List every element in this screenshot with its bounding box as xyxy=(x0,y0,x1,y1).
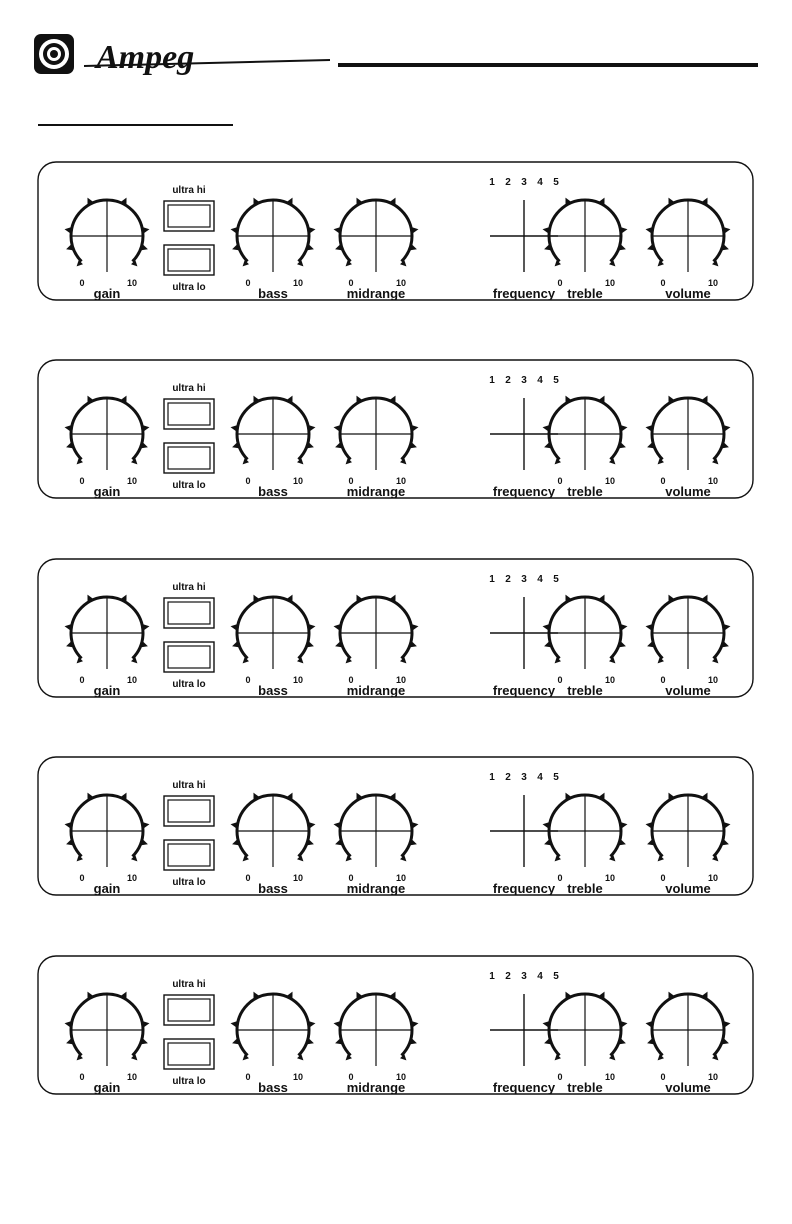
amp-control-panel xyxy=(37,161,754,301)
amp-control-panel xyxy=(37,955,754,1095)
ultra-hi-switch[interactable] xyxy=(164,201,214,231)
gain-max-label: 10 xyxy=(126,1072,138,1082)
ultra-hi-label: ultra hi xyxy=(172,979,206,990)
treble-min-label: 0 xyxy=(557,873,563,883)
volume-max-label: 10 xyxy=(707,278,719,288)
frequency-position-3: 3 xyxy=(521,772,527,783)
ultra-hi-label: ultra hi xyxy=(172,582,206,593)
midrange-max-label: 10 xyxy=(395,1072,407,1082)
bass-label: bass xyxy=(258,484,288,499)
page-header xyxy=(0,0,792,110)
volume-max-label: 10 xyxy=(707,476,719,486)
gain-min-label: 0 xyxy=(79,476,85,486)
treble-max-label: 10 xyxy=(604,1072,616,1082)
gain-min-label: 0 xyxy=(79,278,85,288)
gain-label: gain xyxy=(93,881,121,896)
frequency-position-4: 4 xyxy=(537,574,543,585)
treble-max-label: 10 xyxy=(604,675,616,685)
frequency-position-2: 2 xyxy=(505,177,511,188)
ultra-lo-label: ultra lo xyxy=(172,480,206,491)
midrange-min-label: 0 xyxy=(348,476,354,486)
midrange-max-label: 10 xyxy=(395,675,407,685)
frequency-position-3: 3 xyxy=(521,375,527,386)
gain-min-label: 0 xyxy=(79,873,85,883)
gain-max-label: 10 xyxy=(126,675,138,685)
amp-control-panel xyxy=(37,756,754,896)
bass-min-label: 0 xyxy=(245,873,251,883)
gain-label: gain xyxy=(93,1080,121,1095)
treble-min-label: 0 xyxy=(557,476,563,486)
treble-label: treble xyxy=(567,1080,603,1095)
bass-label: bass xyxy=(258,1080,288,1095)
ultra-hi-label: ultra hi xyxy=(172,185,206,196)
ultra-lo-label: ultra lo xyxy=(172,877,206,888)
frequency-position-1: 1 xyxy=(489,177,495,188)
volume-label: volume xyxy=(665,1080,711,1095)
midrange-max-label: 10 xyxy=(395,278,407,288)
midrange-min-label: 0 xyxy=(348,278,354,288)
midrange-min-label: 0 xyxy=(348,675,354,685)
frequency-position-1: 1 xyxy=(489,375,495,386)
ultra-hi-switch[interactable] xyxy=(164,995,214,1025)
bass-label: bass xyxy=(258,881,288,896)
gain-label: gain xyxy=(93,683,121,698)
volume-label: volume xyxy=(665,484,711,499)
ultra-lo-label: ultra lo xyxy=(172,282,206,293)
volume-max-label: 10 xyxy=(707,873,719,883)
volume-min-label: 0 xyxy=(660,1072,666,1082)
ultra-lo-label: ultra lo xyxy=(172,1076,206,1087)
treble-max-label: 10 xyxy=(604,476,616,486)
ultra-hi-label: ultra hi xyxy=(172,383,206,394)
gain-min-label: 0 xyxy=(79,675,85,685)
treble-min-label: 0 xyxy=(557,675,563,685)
bass-max-label: 10 xyxy=(292,675,304,685)
frequency-position-1: 1 xyxy=(489,971,495,982)
ultra-lo-switch[interactable] xyxy=(164,245,214,275)
gain-min-label: 0 xyxy=(79,1072,85,1082)
frequency-position-5: 5 xyxy=(553,574,559,585)
brand-name: Ampeg xyxy=(96,39,195,76)
amp-control-panel xyxy=(37,359,754,499)
volume-max-label: 10 xyxy=(707,1072,719,1082)
bass-label: bass xyxy=(258,683,288,698)
section-underline xyxy=(38,124,233,126)
midrange-min-label: 0 xyxy=(348,1072,354,1082)
frequency-position-3: 3 xyxy=(521,574,527,585)
ultra-lo-switch[interactable] xyxy=(164,642,214,672)
bass-min-label: 0 xyxy=(245,675,251,685)
gain-label: gain xyxy=(93,484,121,499)
midrange-label: midrange xyxy=(346,683,406,698)
ultra-lo-switch[interactable] xyxy=(164,443,214,473)
frequency-position-4: 4 xyxy=(537,971,543,982)
frequency-position-4: 4 xyxy=(537,772,543,783)
frequency-label: frequency xyxy=(492,683,556,698)
frequency-position-1: 1 xyxy=(489,772,495,783)
volume-min-label: 0 xyxy=(660,278,666,288)
ultra-lo-label: ultra lo xyxy=(172,679,206,690)
midrange-label: midrange xyxy=(346,1080,406,1095)
frequency-label: frequency xyxy=(492,286,556,301)
ampeg-wordmark-logo xyxy=(84,39,330,76)
treble-label: treble xyxy=(567,286,603,301)
midrange-label: midrange xyxy=(346,286,406,301)
bass-max-label: 10 xyxy=(292,873,304,883)
treble-label: treble xyxy=(567,484,603,499)
frequency-position-5: 5 xyxy=(553,772,559,783)
frequency-position-4: 4 xyxy=(537,375,543,386)
gain-max-label: 10 xyxy=(126,873,138,883)
volume-min-label: 0 xyxy=(660,476,666,486)
volume-label: volume xyxy=(665,881,711,896)
treble-max-label: 10 xyxy=(604,278,616,288)
treble-label: treble xyxy=(567,683,603,698)
frequency-position-4: 4 xyxy=(537,177,543,188)
volume-min-label: 0 xyxy=(660,675,666,685)
midrange-max-label: 10 xyxy=(395,476,407,486)
gain-max-label: 10 xyxy=(126,278,138,288)
amp-control-panel xyxy=(37,558,754,698)
frequency-label: frequency xyxy=(492,1080,556,1095)
ultra-hi-switch[interactable] xyxy=(164,399,214,429)
frequency-position-3: 3 xyxy=(521,177,527,188)
treble-max-label: 10 xyxy=(604,873,616,883)
bass-max-label: 10 xyxy=(292,278,304,288)
treble-label: treble xyxy=(567,881,603,896)
ultra-hi-switch[interactable] xyxy=(164,796,214,826)
midrange-label: midrange xyxy=(346,484,406,499)
frequency-position-3: 3 xyxy=(521,971,527,982)
midrange-min-label: 0 xyxy=(348,873,354,883)
bass-min-label: 0 xyxy=(245,278,251,288)
midrange-label: midrange xyxy=(346,881,406,896)
treble-min-label: 0 xyxy=(557,278,563,288)
bass-max-label: 10 xyxy=(292,476,304,486)
bass-min-label: 0 xyxy=(245,1072,251,1082)
ultra-hi-label: ultra hi xyxy=(172,780,206,791)
frequency-position-2: 2 xyxy=(505,971,511,982)
ultra-lo-switch[interactable] xyxy=(164,1039,214,1069)
frequency-label: frequency xyxy=(492,484,556,499)
volume-min-label: 0 xyxy=(660,873,666,883)
frequency-position-2: 2 xyxy=(505,375,511,386)
volume-label: volume xyxy=(665,286,711,301)
gain-label: gain xyxy=(93,286,121,301)
ultra-hi-switch[interactable] xyxy=(164,598,214,628)
volume-max-label: 10 xyxy=(707,675,719,685)
frequency-position-5: 5 xyxy=(553,971,559,982)
ampeg-speaker-logo-icon xyxy=(34,34,74,74)
frequency-position-5: 5 xyxy=(553,375,559,386)
frequency-position-1: 1 xyxy=(489,574,495,585)
bass-min-label: 0 xyxy=(245,476,251,486)
gain-max-label: 10 xyxy=(126,476,138,486)
bass-max-label: 10 xyxy=(292,1072,304,1082)
frequency-label: frequency xyxy=(492,881,556,896)
frequency-position-2: 2 xyxy=(505,772,511,783)
frequency-position-2: 2 xyxy=(505,574,511,585)
volume-label: volume xyxy=(665,683,711,698)
midrange-max-label: 10 xyxy=(395,873,407,883)
ultra-lo-switch[interactable] xyxy=(164,840,214,870)
treble-min-label: 0 xyxy=(557,1072,563,1082)
bass-label: bass xyxy=(258,286,288,301)
frequency-position-5: 5 xyxy=(553,177,559,188)
